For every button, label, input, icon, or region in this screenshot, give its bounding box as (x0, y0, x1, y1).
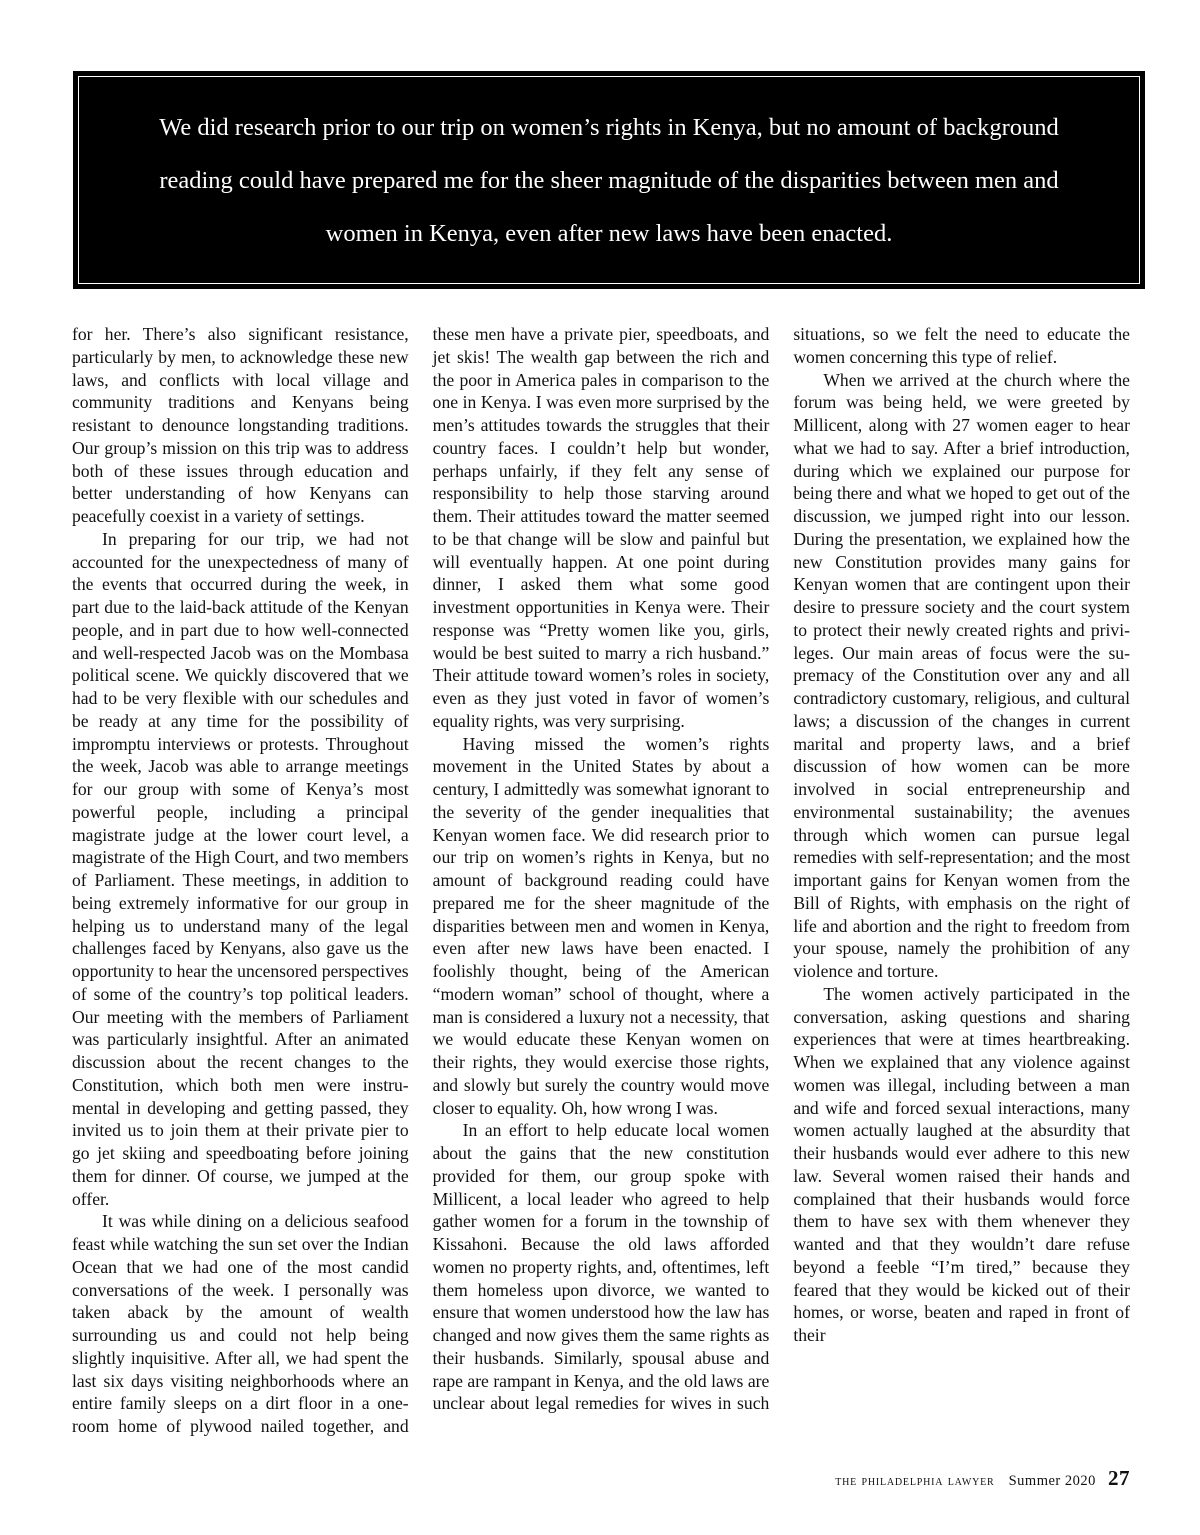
page-number: 27 (1108, 1466, 1130, 1490)
paragraph: for her. There’s also significant resistance, particularly by men, to acknowledge these new laws, and conflicts with local village and community traditions and Kenyans being resistant to denounce longstanding traditions. Our group’s mission on this trip was to address both of these issues through education and better understanding of how Kenyans can peacefully coexist in a variety of settings. (72, 324, 409, 526)
issue-date: Summer 2020 (1008, 1473, 1096, 1489)
paragraph: In an effort to help educate local women about the gains that the new constitution provided for them, our group spoke with Millicent, a local leader who agreed to help gather women for a forum in the township of Kissahoni. Because the old laws afforded women no property rights, and, oftentimes, left them homeless upon divorce, we wanted to ensure that women understood how the law has changed and now gives them the same rights as their husbands. Similarly, spousal abuse and rape are rampant in Kenya, and the old laws are unclear about legal remedies for wives in such situations, so we felt the need to educate the women concerning this type of relief. (432, 324, 1130, 1414)
paragraph: When we arrived at the church where the forum was being held, we were greeted by Millicent, along with 27 women eager to hear what we had to say. After a brief introduction, during which we explained our purpose for being there and what we hoped to get out of the discussion, we jumped right into our lesson. During the presentation, we explained how the new Constitution provides many gains for Kenyan women that are contingent upon their desire to pressure society and the court system to protect their newly created rights and privileges. Our main areas of focus were the supremacy of the Constitution over any and all contradictory customary, religious, and cultural laws; a discussion of the changes in current marital and property laws, and a brief discussion of how women can be more involved in social entrepreneurship and environmental sustainability; the avenues through which women can pursue legal remedies with self-representation; and the most important gains for Kenyan women from the Bill of Rights, with emphasis on the right of life and abortion and the right to freedom from your spouse, namely the prohibition of any violence and torture. (793, 369, 1130, 981)
page-footer (835, 1466, 1130, 1491)
pull-quote-box (73, 71, 1145, 289)
magazine-name: the philadelphia lawyer (835, 1473, 995, 1489)
pull-quote-text: We did research prior to our trip on women’s rights in Kenya, but no amount of background reading could have prepared me for the sheer magnitude of the disparities between men and women in Kenya, even after new laws have been enacted. (159, 113, 1059, 247)
paragraph: In preparing for our trip, we had not accounted for the unexpectedness of many of the events that occurred during the week, in part due to the laid-back attitude of the Kenyan people, and in part due to how well-connected and well-respected Jacob was on the Mombasa political scene. We quickly discovered that we had to be very flexible with our schedules and be ready at any time for the possibility of impromptu interviews or protests. Throughout the week, Jacob was able to arrange meetings for our group with some of Kenya’s most powerful people, including a principal magistrate judge at the lower court level, a magistrate of the High Court, and two members of Parliament. These meetings, in addition to being extremely informative for our group in helping us to understand many of the legal challenges faced by Kenyans, also gave us the opportunity to hear the uncensored perspectives of some of the country’s top political leaders. Our meeting with the members of Parliament was particularly insightful. After an animated discussion about the recent changes to the Constitution, which both men were instrumental in developing and getting passed, they invited us to join them at their private pier to go jet skiing and speedboating before joining them for dinner. Of course, we jumped at the offer. (72, 528, 409, 1209)
paragraph: Having missed the women’s rights movement in the United States by about a century, I admittedly was somewhat ignorant to the severity of the gender inequalities that Kenyan women face. We did research prior to our trip on women’s rights in Kenya, but no amount of background reading could have prepared me for the sheer magnitude of the disparities between men and women in Kenya, even after new laws have been enacted. I foolishly thought, being of the American “modern woman” school of thought, where a man is considered a luxury not a necessity, that we would educate these Kenyan women on their rights, they would exercise those rights, and slowly but surely the country would move closer to equality. Oh, how wrong I was. (432, 733, 770, 1118)
article-body (72, 323, 1130, 1459)
pull-quote-border (78, 76, 1140, 284)
paragraph: The women actively participated in the conversation, asking questions and sharing experiences that were at times heartbreaking. When we explained that any violence against women was illegal, including between a man and wife and forced sexual interactions, many women actually laughed at the absurdity that their husbands would ever adhere to this new law. Several women raised their hands and complained that their husbands would force them to have sex with them whenever they wanted and that they wouldn’t dare refuse beyond a feeble “I’m tired,” because they feared that they would be kicked out of their homes, or worse, beaten and raped in front of their (793, 983, 1130, 1345)
paragraph: It was while dining on a delicious seafood feast while watching the sun set over the Indian Ocean that we had one of the most candid conversations of the week. I personally was taken aback by the amount of wealth surrounding us and could not help being slightly inquisitive. After all, we had spent the last six days visiting neighborhoods where an entire family sleeps on a dirt floor in a one-room home of plywood nailed together, and these men have a private pier, speedboats, and jet skis! The wealth gap between the rich and the poor in America pales in comparison to the one in Kenya. I was even more surprised by the men’s attitudes towards the struggles that their country faces. I couldn’t help but wonder, perhaps unfairly, if they felt any sense of responsibility to help those starving around them. Their attitudes toward the matter seemed to be that change will be slow and painful but will eventually happen. At one point during dinner, I asked them what some good investment opportunities in Kenya were. Their response was “Pretty women like you, girls, would be best suited to marry a rich husband.” Their attitude toward women’s roles in society, even as they just voted in favor of women’s equality rights, was very surprising. (72, 324, 770, 1436)
